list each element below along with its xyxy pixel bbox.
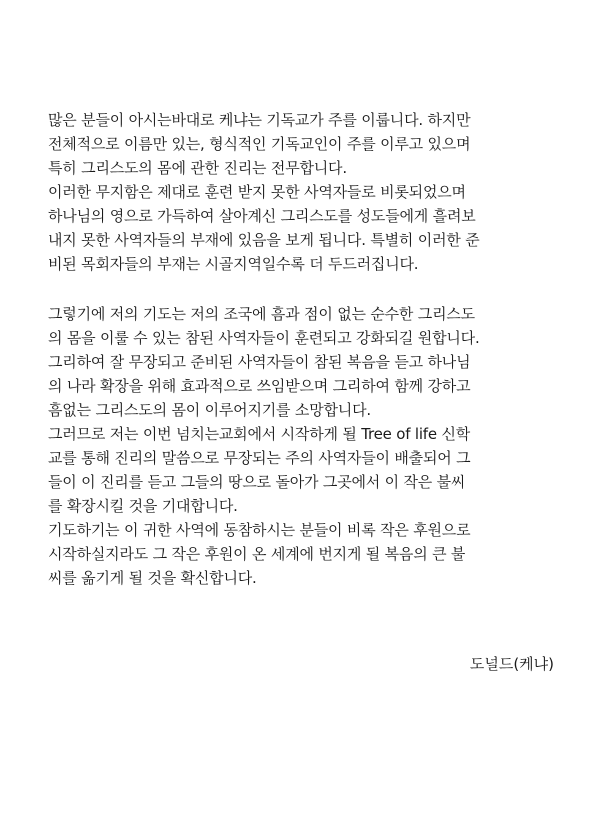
text-line: 교를 통해 진리의 말씀으로 무장되는 주의 사역자들이 배출되어 그	[48, 449, 471, 467]
paragraph-gap	[48, 276, 568, 302]
signature: 도널드(케냐)	[469, 655, 554, 673]
text-line: 씨를 옮기게 될 것을 확신합니다.	[48, 569, 257, 587]
text-line: 이러한 무지함은 제대로 훈련 받지 못한 사역자들로 비롯되었으며	[48, 183, 466, 201]
text-line: 하나님의 영으로 가득하여 살아계신 그리스도를 성도들에게 흘려보	[48, 207, 476, 225]
text-line: 의 나라 확장을 위해 효과적으로 쓰임받으며 그리하여 함께 강하고	[48, 377, 471, 395]
text-line: 그리하여 잘 무장되고 준비된 사역자들이 참된 복음을 듣고 하나님	[48, 353, 471, 371]
text-line: 비된 목회자들의 부재는 시골지역일수록 더 두드러집니다.	[48, 255, 419, 273]
letter-body	[48, 108, 568, 590]
text-line: 흠없는 그리스도의 몸이 이루어지기를 소망합니다.	[48, 401, 371, 419]
paragraph-1	[48, 108, 568, 276]
text-line: 내지 못한 사역자들의 부재에 있음을 보게 됩니다. 특별히 이러한 준	[48, 231, 480, 249]
text-line: 전체적으로 이름만 있는, 형식적인 기독교인이 주를 이루고 있으며	[48, 135, 471, 153]
text-line: 많은 분들이 아시는바대로 케냐는 기독교가 주를 이룹니다. 하지만	[48, 111, 471, 129]
text-line: 기도하기는 이 귀한 사역에 동참하시는 분들이 비록 작은 후원으로	[48, 521, 471, 539]
text-line: 시작하실지라도 그 작은 후원이 온 세계에 번지게 될 복음의 큰 불	[48, 545, 466, 563]
text-line: 특히 그리스도의 몸에 관한 진리는 전무합니다.	[48, 159, 347, 177]
paragraph-2	[48, 302, 568, 590]
text-line: 그러므로 저는 이번 넘치는교회에서 시작하게 될 Tree of life 신학	[48, 425, 471, 443]
text-line: 들이 이 진리를 듣고 그들의 땅으로 돌아가 그곳에서 이 작은 불씨	[48, 473, 466, 491]
text-line: 를 확장시킬 것을 기대합니다.	[48, 497, 238, 515]
text-line: 그렇기에 저의 기도는 저의 조국에 흠과 점이 없는 순수한 그리스도	[48, 305, 475, 323]
text-line: 의 몸을 이룰 수 있는 참된 사역자들이 훈련되고 강화되길 원합니다.	[48, 329, 480, 347]
